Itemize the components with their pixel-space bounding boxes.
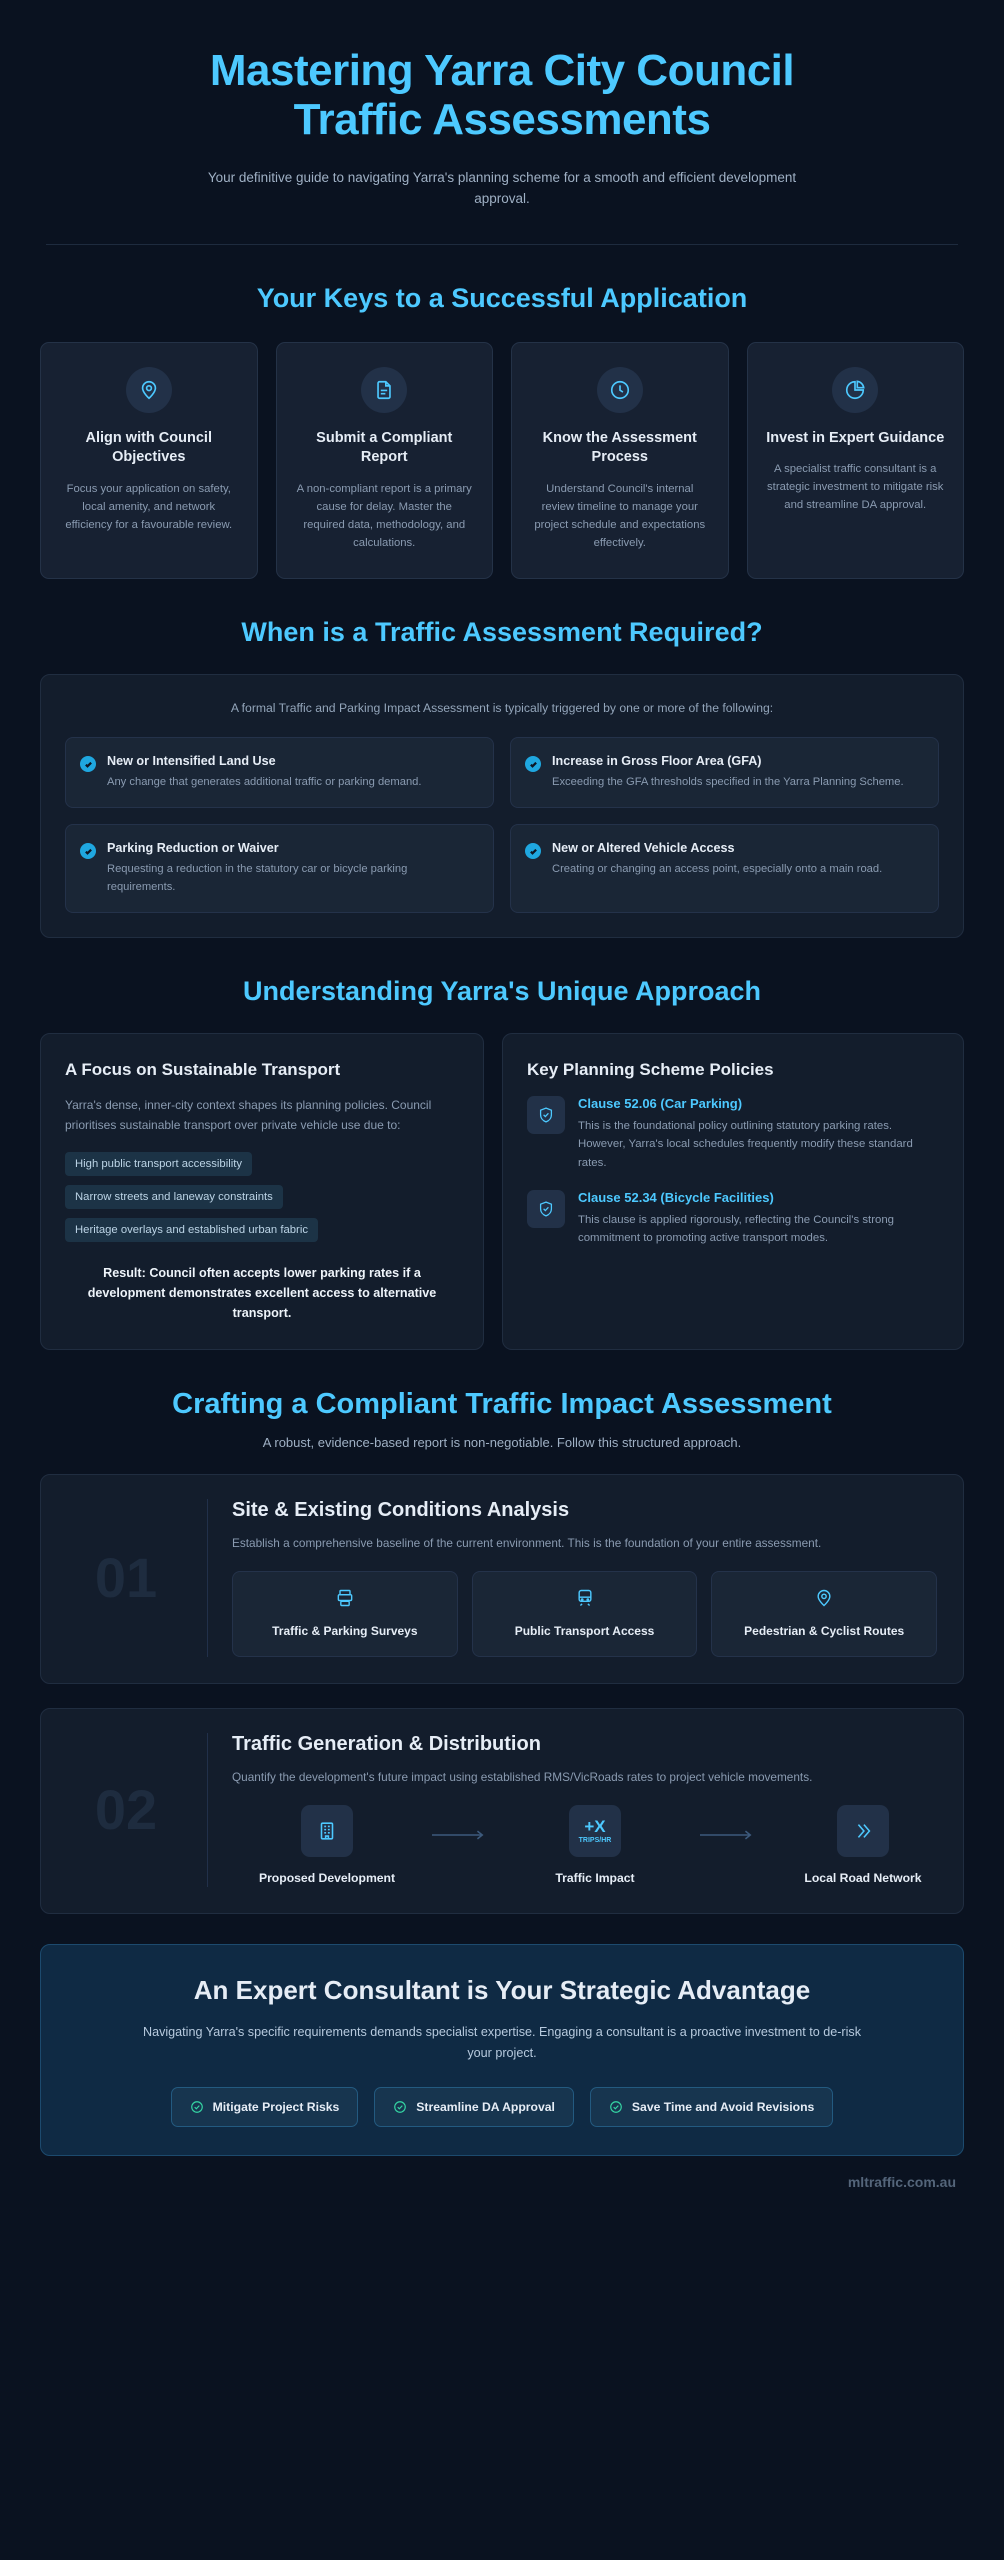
required-panel	[40, 674, 964, 938]
cta-benefit-label: Mitigate Project Risks	[212, 2100, 340, 2115]
check-circle-icon	[393, 2100, 407, 2114]
flow-node	[500, 1805, 690, 1887]
key-card-title: Align with Council Objectives	[85, 429, 212, 466]
key-card-text: A specialist traffic consultant is a strategic investment to mitigate risk and streamline DA approval.	[767, 463, 944, 512]
keys-card-list	[0, 342, 1004, 579]
flow-node-label: Traffic Impact	[555, 1870, 635, 1885]
clause-item	[527, 1096, 939, 1172]
required-item-text: Exceeding the GFA thresholds specified in the Yarra Planning Scheme.	[552, 776, 904, 789]
cta-benefit-label: Streamline DA Approval	[416, 2100, 555, 2115]
page-subtitle: Your definitive guide to navigating Yarra's planning scheme for a smooth and efficient development approval.	[207, 169, 797, 207]
step-tile-label: Public Transport Access	[514, 1624, 655, 1639]
check-circle-icon	[525, 843, 541, 859]
keys-section-title: Your Keys to a Successful Application	[256, 282, 748, 313]
approach-columns	[0, 1033, 1004, 1350]
required-item	[65, 824, 494, 913]
flow-badge: +X	[584, 1816, 606, 1836]
check-circle-icon	[190, 2100, 204, 2114]
flow-node-label: Proposed Development	[258, 1870, 396, 1885]
step-body	[207, 1499, 937, 1657]
context-pill-list	[65, 1152, 459, 1251]
sustainable-transport-lead: Yarra's dense, inner-city context shapes its planning policies. Council prioritises sustainable transport over private vehicle use due to:	[65, 1098, 432, 1132]
step-card	[40, 1474, 964, 1684]
step-tile-label: Pedestrian & Cyclist Routes	[744, 1624, 905, 1639]
required-item	[65, 737, 494, 808]
chevrons-right-icon	[837, 1805, 889, 1857]
sustainable-transport-card	[40, 1033, 484, 1350]
step-tile	[232, 1571, 458, 1657]
flow-node	[232, 1805, 422, 1887]
check-circle-icon	[80, 756, 96, 772]
key-card	[40, 342, 258, 579]
sustainable-transport-title: A Focus on Sustainable Transport	[65, 1060, 341, 1080]
check-circle-icon	[80, 843, 96, 859]
cta-benefit	[590, 2087, 833, 2127]
cta-text: Navigating Yarra's specific requirements demands specialist expertise. Engaging a consultant is a proactive investment to de-risk your project.	[142, 2024, 862, 2060]
building-icon	[301, 1805, 353, 1857]
survey-icon	[335, 1588, 355, 1608]
flow-arrow-icon	[700, 1829, 758, 1841]
cta-benefit-list	[71, 2087, 933, 2127]
shield-check-icon	[527, 1096, 565, 1134]
header-divider	[46, 244, 958, 245]
key-card-title: Know the Assessment Process	[542, 429, 697, 466]
key-card-text: A non-compliant report is a primary cause for delay. Master the required data, methodology, and calculations.	[296, 482, 472, 550]
page-title-line2: Traffic Assessments	[293, 95, 711, 145]
step-tile	[711, 1571, 937, 1657]
page-title	[60, 46, 944, 145]
check-circle-icon	[525, 756, 541, 772]
page-header	[0, 0, 1004, 210]
key-card	[276, 342, 494, 579]
approach-result-text: Result: Council often accepts lower parking rates if a development demonstrates excellent access to alternative transport.	[87, 1265, 437, 1321]
approach-section-title: Understanding Yarra's Unique Approach	[242, 976, 762, 1007]
required-item	[510, 824, 939, 913]
flow-badge-unit: TRIPS/HR	[578, 1836, 612, 1844]
clause-title: Clause 52.34 (Bicycle Facilities)	[578, 1189, 774, 1205]
shield-check-icon	[527, 1190, 565, 1228]
clock-icon	[597, 367, 643, 413]
required-intro: A formal Traffic and Parking Impact Assessment is typically triggered by one or more of the following:	[230, 701, 774, 716]
step-title: Traffic Generation & Distribution	[232, 1732, 541, 1755]
flow-arrow-icon	[432, 1829, 490, 1841]
required-item-text: Creating or changing an access point, especially onto a main road.	[552, 863, 883, 876]
clause-item	[527, 1190, 939, 1248]
clause-text: This is the foundational policy outlining statutory parking rates. However, Yarra's local schedules frequently modify these standard rates.	[578, 1120, 913, 1169]
required-item-grid	[65, 737, 939, 913]
crafting-section-subtitle: A robust, evidence-based report is non-negotiable. Follow this structured approach.	[262, 1435, 742, 1451]
plus-x-icon	[569, 1805, 621, 1857]
planning-policies-card	[502, 1033, 964, 1350]
step-tile-list	[232, 1571, 937, 1657]
context-pill: Narrow streets and laneway constraints	[65, 1185, 283, 1209]
traffic-flow-diagram	[232, 1805, 958, 1887]
key-card-text: Understand Council's internal review timeline to manage your project schedule and expectations effectively.	[534, 482, 706, 550]
key-card-title: Invest in Expert Guidance	[766, 429, 945, 446]
crafting-section-title: Crafting a Compliant Traffic Impact Assessment	[172, 1388, 832, 1421]
step-tile-label: Traffic & Parking Surveys	[272, 1624, 418, 1639]
key-card-title: Submit a Compliant Report	[316, 429, 453, 466]
required-item-title: New or Intensified Land Use	[107, 754, 276, 769]
context-pill: High public transport accessibility	[65, 1152, 252, 1176]
clause-title: Clause 52.06 (Car Parking)	[578, 1096, 743, 1112]
step-text: Quantify the development's future impact using established RMS/VicRoads rates to project vehicle movements.	[232, 1769, 813, 1784]
step-text: Establish a comprehensive baseline of the current environment. This is the foundation of your entire assessment.	[232, 1536, 822, 1551]
cta-panel	[40, 1944, 964, 2157]
required-section-title: When is a Traffic Assessment Required?	[241, 617, 763, 648]
key-card	[747, 342, 965, 579]
cta-title: An Expert Consultant is Your Strategic Advantage	[193, 1974, 811, 2005]
step-tile	[472, 1571, 698, 1657]
flow-node	[768, 1805, 958, 1887]
key-card-text: Focus your application on safety, local amenity, and network efficiency for a favourable review.	[65, 482, 233, 531]
required-item-title: Parking Reduction or Waiver	[107, 841, 279, 856]
document-icon	[361, 367, 407, 413]
required-item-text: Requesting a reduction in the statutory car or bicycle parking requirements.	[107, 863, 408, 893]
clause-text: This clause is applied rigorously, reflecting the Council's strong commitment to promoting active transport modes.	[578, 1213, 894, 1245]
context-pill: Heritage overlays and established urban fabric	[65, 1218, 318, 1242]
pie-chart-icon	[832, 367, 878, 413]
cta-benefit-label: Save Time and Avoid Revisions	[631, 2100, 815, 2115]
cta-benefit	[171, 2087, 359, 2127]
step-title: Site & Existing Conditions Analysis	[232, 1499, 570, 1522]
required-item-title: New or Altered Vehicle Access	[552, 841, 735, 856]
check-circle-icon	[609, 2100, 623, 2114]
cta-benefit	[374, 2087, 574, 2127]
required-item	[510, 737, 939, 808]
location-pin-icon	[126, 367, 172, 413]
key-card	[511, 342, 729, 579]
page-title-line1: Mastering Yarra City Council	[209, 46, 795, 95]
flow-node-label: Local Road Network	[804, 1870, 922, 1885]
step-body	[207, 1733, 958, 1887]
footer-brand: mltraffic.com.au	[847, 2174, 956, 2191]
required-item-title: Increase in Gross Floor Area (GFA)	[552, 754, 762, 769]
transit-icon	[575, 1588, 595, 1608]
step-card	[40, 1708, 964, 1914]
required-item-text: Any change that generates additional traffic or parking demand.	[107, 776, 422, 789]
pedestrian-route-icon	[814, 1588, 834, 1608]
step-number: 02	[94, 1777, 158, 1841]
step-number: 01	[94, 1546, 158, 1610]
planning-policies-title: Key Planning Scheme Policies	[527, 1060, 774, 1080]
